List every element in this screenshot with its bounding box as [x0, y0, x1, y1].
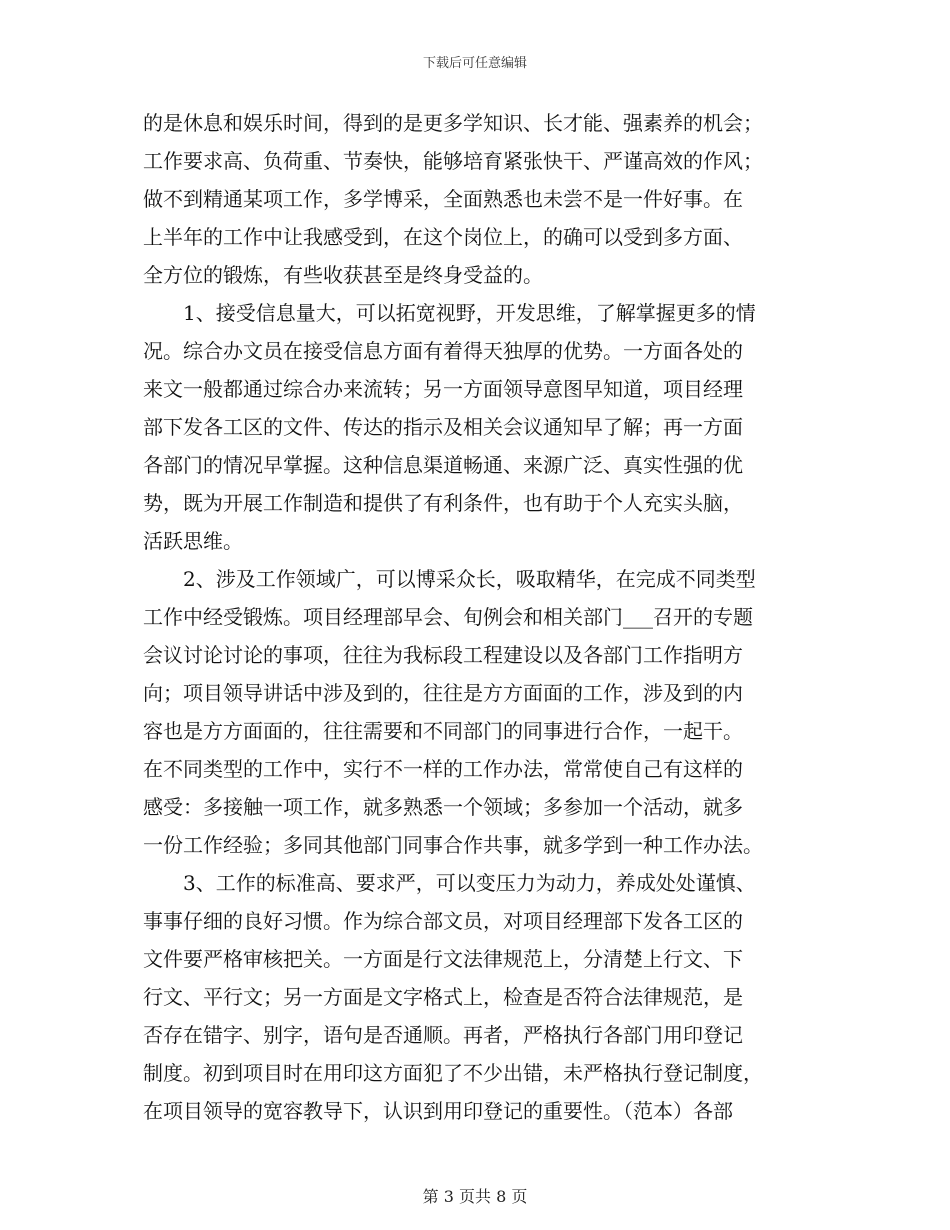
text-line: 感受：多接触一项工作，就多熟悉一个领域；多参加一个活动，就多 — [143, 795, 743, 819]
text-line: 全方位的锻炼，有些收获甚至是终身受益的。 — [143, 263, 543, 287]
text-line: 工作中经受锻炼。项目经理部早会、旬例会和相关部门___召开的专题 — [143, 605, 753, 629]
text-line: 工作要求高、负荷重、节奏快，能够培育紧张快干、严谨高效的作风； — [143, 149, 763, 173]
text-line: 势，既为开展工作制造和提供了有利条件，也有助于个人充实头脑， — [143, 491, 743, 515]
text-line: 部下发各工区的文件、传达的指示及相关会议通知早了解；再一方面 — [143, 415, 743, 439]
text-line: 活跃思维。 — [143, 529, 243, 553]
text-line: 行文、平行文；另一方面是文字格式上，检查是否符合法律规范，是 — [143, 985, 743, 1009]
text-line: 的是休息和娱乐时间，得到的是更多学知识、长才能、强素养的机会； — [143, 111, 763, 135]
text-line: 容也是方方面面的，往往需要和不同部门的同事进行合作，一起干。 — [143, 719, 743, 743]
text-line: 事事仔细的良好习惯。作为综合部文员，对项目经理部下发各工区的 — [143, 909, 743, 933]
text-line: 文件要严格审核把关。一方面是行文法律规范上，分清楚上行文、下 — [143, 947, 743, 971]
paragraph-3-start: 3、工作的标准高、要求严，可以变压力为动力，养成处处谨慎、 — [183, 871, 756, 895]
page-number-footer: 第 3 页共 8 页 — [422, 1187, 528, 1206]
text-line: 否存在错字、别字，语句是否通顺。再者，严格执行各部门用印登记 — [143, 1023, 743, 1047]
document-body — [143, 104, 813, 1130]
text-line: 在不同类型的工作中，实行不一样的工作办法，常常使自己有这样的 — [143, 757, 743, 781]
paragraph-2-start: 2、涉及工作领域广，可以博采众长，吸取精华，在完成不同类型 — [183, 567, 756, 591]
text-line: 向；项目领导讲话中涉及到的，往往是方方面面的工作，涉及到的内 — [143, 681, 743, 705]
page-header: 下载后可任意编辑 — [422, 56, 527, 71]
text-line: 在项目领导的宽容教导下，认识到用印登记的重要性。（范本）各部 — [143, 1099, 733, 1123]
text-line: 况。综合办文员在接受信息方面有着得天独厚的优势。一方面各处的 — [143, 339, 743, 363]
text-line: 各部门的情况早掌握。这种信息渠道畅通、来源广泛、真实性强的优 — [143, 453, 743, 477]
text-line: 一份工作经验；多同其他部门同事合作共事，就多学到一种工作办法。 — [143, 833, 763, 857]
paragraph-1-start: 1、接受信息量大，可以拓宽视野，开发思维，了解掌握更多的情 — [183, 301, 756, 325]
text-line: 制度。初到项目时在用印这方面犯了不少出错，未严格执行登记制度， — [143, 1061, 763, 1085]
text-line: 会议讨论讨论的事项，往往为我标段工程建设以及各部门工作指明方 — [143, 643, 743, 667]
text-line: 上半年的工作中让我感受到，在这个岗位上，的确可以受到多方面、 — [143, 225, 743, 249]
text-line: 来文一般都通过综合办来流转；另一方面领导意图早知道，项目经理 — [143, 377, 743, 401]
text-line: 做不到精通某项工作，多学博采，全面熟悉也未尝不是一件好事。在 — [143, 187, 743, 211]
